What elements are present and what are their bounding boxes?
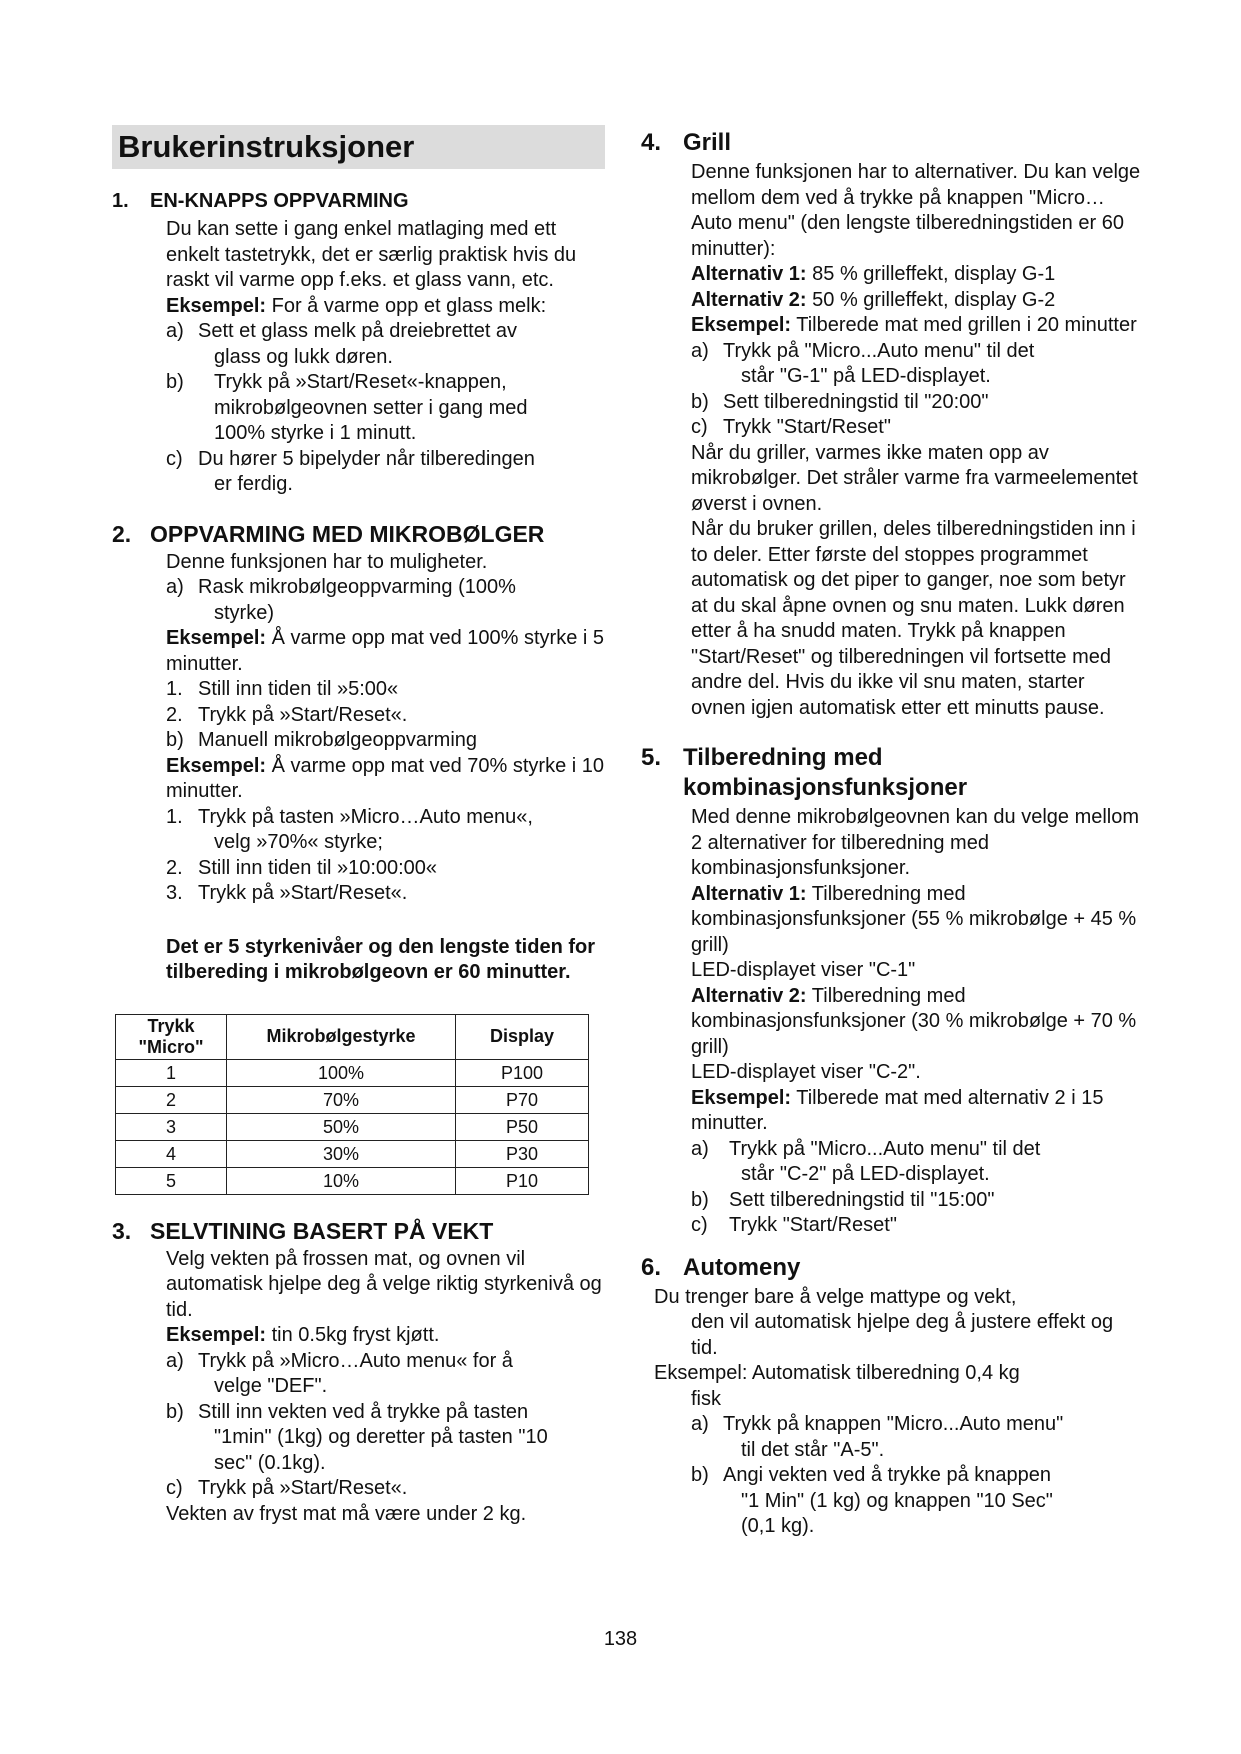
alternative-label: Alternativ 1: bbox=[691, 882, 807, 905]
display-line: LED-displayet viser "C-2". bbox=[691, 1061, 921, 1083]
paragraph: den vil automatisk hjelpe deg å justere effekt og tid. bbox=[691, 1311, 1114, 1359]
step-text: Sett tilberedningstid til "15:00" bbox=[729, 1188, 995, 1211]
step-text: Trykk på »Micro…Auto menu« for å bbox=[198, 1349, 513, 1372]
alternative-line bbox=[691, 262, 1141, 288]
step-item bbox=[691, 415, 1141, 441]
section-5-body bbox=[641, 805, 1141, 1239]
section-title: Automeny bbox=[683, 1253, 801, 1281]
step-label: b) bbox=[691, 1464, 709, 1486]
option-text: Rask mikrobølgeoppvarming (100% bbox=[198, 576, 516, 598]
step-label: a) bbox=[691, 1413, 709, 1435]
option-label: a) bbox=[166, 576, 184, 598]
display-line: LED-displayet viser "C-1" bbox=[691, 959, 916, 981]
step-item bbox=[166, 447, 612, 498]
table-cell: 70% bbox=[227, 1086, 456, 1113]
table-cell: 50% bbox=[227, 1113, 456, 1140]
alternative-text: Tilberedning med kombinasjonsfunksjoner (30 % mikrobølge + 70 % grill) bbox=[691, 984, 1137, 1058]
step-text: Trykk på knappen "Micro...Auto menu" bbox=[723, 1413, 1064, 1435]
step-text: Du hører 5 bipelyder når tilberedingen bbox=[198, 447, 535, 470]
section-title: SELVTINING BASERT PÅ VEKT bbox=[150, 1217, 494, 1244]
section-6-heading bbox=[641, 1253, 1141, 1283]
step-item bbox=[166, 1349, 612, 1400]
table-cell: P30 bbox=[456, 1140, 589, 1167]
example-label: Eksempel: bbox=[166, 627, 267, 649]
step-text: Angi vekten ved å trykke på knappen bbox=[723, 1464, 1051, 1486]
left-column bbox=[112, 125, 612, 1527]
alternative-text: 50 % grilleffekt, display G-2 bbox=[806, 288, 1056, 311]
step-item bbox=[691, 1188, 1141, 1214]
step-text: "1min" (1kg) og deretter på tasten "10 bbox=[214, 1426, 548, 1448]
step-text: "1 Min" (1 kg) og knappen "10 Sec" bbox=[741, 1489, 1053, 1512]
section-6-body bbox=[641, 1285, 1141, 1540]
step-text: Sett tilberedningstid til "20:00" bbox=[723, 390, 989, 413]
section-5-heading bbox=[641, 743, 1141, 803]
example-text: Tilberede mat med grillen i 20 minutter bbox=[791, 314, 1137, 336]
step-text: er ferdig. bbox=[214, 473, 293, 495]
section-number: 3. bbox=[112, 1217, 132, 1244]
column-header: Mikrobølgestyrke bbox=[227, 1014, 456, 1059]
section-3-heading bbox=[112, 1217, 612, 1245]
step-label: c) bbox=[691, 416, 708, 438]
step-item bbox=[166, 805, 612, 856]
option-item bbox=[166, 728, 612, 754]
example-line bbox=[691, 313, 1141, 339]
example-line bbox=[691, 1086, 1141, 1137]
paragraph: Du trenger bare å velge mattype og vekt, bbox=[654, 1285, 1017, 1308]
paragraph: Vekten av fryst mat må være under 2 kg. bbox=[166, 1502, 527, 1525]
note-paragraph: Det er 5 styrkenivåer og den lengste tiden for tilbereding i mikrobølgeovn er 60 minutter. bbox=[166, 935, 596, 983]
table-row bbox=[116, 1059, 589, 1086]
step-label: 2. bbox=[166, 856, 183, 879]
page-number: 138 bbox=[603, 1628, 638, 1650]
section-title: Grill bbox=[683, 129, 732, 156]
step-text: står "G-1" på LED-displayet. bbox=[741, 365, 991, 387]
section-4-body bbox=[641, 160, 1141, 721]
alternative-line bbox=[691, 882, 1141, 959]
step-label: b) bbox=[691, 390, 709, 413]
step-text: Still inn vekten ved å trykke på tasten bbox=[198, 1400, 529, 1423]
step-text: Trykk på »Start/Reset«. bbox=[198, 1477, 408, 1499]
alternative-text: Tilberedning med kombinasjonsfunksjoner (55 % mikrobølge + 45 % grill) bbox=[691, 882, 1137, 956]
table-cell: 2 bbox=[116, 1086, 227, 1113]
table-cell: 3 bbox=[116, 1113, 227, 1140]
example-line: fisk bbox=[691, 1387, 721, 1410]
section-3-body bbox=[112, 1247, 612, 1528]
step-label: a) bbox=[166, 1349, 184, 1372]
example-label: Eksempel: bbox=[691, 314, 792, 336]
step-text: Trykk på »Start/Reset«. bbox=[198, 882, 408, 904]
step-label: 1. bbox=[166, 805, 183, 828]
paragraph: Denne funksjonen har to muligheter. bbox=[166, 550, 488, 573]
section-2-heading bbox=[112, 520, 612, 548]
step-text: (0,1 kg). bbox=[741, 1515, 815, 1537]
paragraph: Velg vekten på frossen mat, og ovnen vil automatisk hjelpe deg å velge riktig styrkenivå og tid. bbox=[166, 1247, 602, 1321]
step-text: Sett et glass melk på dreiebrettet av bbox=[198, 320, 518, 342]
table-cell: 5 bbox=[116, 1167, 227, 1194]
title-bar bbox=[112, 125, 605, 169]
table-cell: 4 bbox=[116, 1140, 227, 1167]
option-text: Manuell mikrobølgeoppvarming bbox=[198, 729, 478, 751]
column-header: Display bbox=[456, 1014, 589, 1059]
paragraph: Denne funksjonen har to alternativer. Du kan velge mellom dem ved å trykke på knappen "Micro…Auto menu" (den lengste tilberedningstiden er 60 minutter): bbox=[691, 161, 1141, 260]
section-number: 6. bbox=[641, 1253, 662, 1281]
step-text: Trykk på "Micro...Auto menu" til det bbox=[729, 1137, 1041, 1160]
step-item bbox=[691, 1463, 1141, 1540]
step-text: glass og lukk døren. bbox=[214, 345, 393, 368]
step-text: til det står "A-5". bbox=[741, 1438, 885, 1461]
section-2-body bbox=[112, 550, 612, 986]
section-title: kombinasjonsfunksjoner bbox=[683, 774, 968, 801]
example-text: For å varme opp et glass melk: bbox=[266, 294, 547, 317]
step-text: Still inn tiden til »5:00« bbox=[198, 678, 399, 700]
step-text: 100% styrke i 1 minutt. bbox=[214, 422, 417, 444]
table-cell: 1 bbox=[116, 1059, 227, 1086]
paragraph: Når du griller, varmes ikke maten opp av mikrobølger. Det stråler varme fra varmeelementet øverst i ovnen. bbox=[691, 441, 1138, 515]
table-cell: P10 bbox=[456, 1167, 589, 1194]
example-text: Tilberede mat med alternativ 2 i 15 minutter. bbox=[691, 1086, 1104, 1134]
step-label: 3. bbox=[166, 882, 183, 904]
step-label: b) bbox=[691, 1188, 709, 1211]
section-number: 1. bbox=[112, 190, 129, 212]
example-text: Å varme opp mat ved 70% styrke i 10 minutter. bbox=[166, 754, 604, 802]
step-label: a) bbox=[166, 320, 184, 342]
right-column bbox=[641, 128, 1141, 1540]
step-label: c) bbox=[166, 1477, 183, 1499]
example-line bbox=[166, 754, 612, 805]
table-cell: P70 bbox=[456, 1086, 589, 1113]
section-number: 5. bbox=[641, 744, 662, 771]
section-title: Tilberedning med bbox=[683, 744, 883, 771]
alternative-text: 85 % grilleffekt, display G-1 bbox=[806, 263, 1056, 285]
table-cell: P50 bbox=[456, 1113, 589, 1140]
section-title: OPPVARMING MED MIKROBØLGER bbox=[150, 520, 545, 547]
example-line: Eksempel: Automatisk tilberedning 0,4 kg bbox=[654, 1362, 1020, 1384]
step-item bbox=[166, 1400, 612, 1477]
example-label: Eksempel: bbox=[166, 754, 267, 777]
step-label: b) bbox=[166, 1400, 184, 1423]
example-line bbox=[166, 294, 612, 320]
step-list bbox=[166, 319, 612, 498]
paragraph: Du kan sette i gang enkel matlaging med ett enkelt tastetrykk, det er særlig praktisk hvis du raskt vil varme opp f.eks. et glass vann, etc. bbox=[166, 218, 577, 291]
example-label: Eksempel: bbox=[691, 1086, 792, 1109]
table-row bbox=[116, 1113, 589, 1140]
option-label: b) bbox=[166, 729, 184, 751]
step-label: b) bbox=[166, 371, 184, 393]
example-text: tin 0.5kg fryst kjøtt. bbox=[266, 1324, 440, 1346]
step-item bbox=[166, 370, 612, 447]
step-item bbox=[691, 390, 1141, 416]
page-title: Brukerinstruksjoner bbox=[118, 129, 415, 164]
step-label: c) bbox=[166, 447, 183, 470]
step-label: 2. bbox=[166, 703, 183, 726]
section-number: 2. bbox=[112, 520, 132, 547]
option-text: styrke) bbox=[214, 601, 274, 624]
step-label: a) bbox=[691, 339, 709, 362]
alternative-label: Alternativ 2: bbox=[691, 984, 807, 1007]
step-label: a) bbox=[691, 1137, 709, 1160]
step-item bbox=[166, 703, 612, 729]
alternative-line bbox=[691, 984, 1141, 1061]
section-1-heading bbox=[112, 187, 612, 215]
table-row bbox=[116, 1086, 589, 1113]
step-item bbox=[691, 1137, 1141, 1188]
step-label: 1. bbox=[166, 678, 183, 700]
section-4-heading bbox=[641, 128, 1141, 158]
paragraph: Med denne mikrobølgeovnen kan du velge mellom 2 alternativer for tilberedning med kombinasjonsfunksjoner. bbox=[691, 806, 1140, 879]
step-list bbox=[654, 1412, 1141, 1540]
table-cell: 100% bbox=[227, 1059, 456, 1086]
step-text: Still inn tiden til »10:00:00« bbox=[198, 856, 438, 879]
alternative-line bbox=[691, 288, 1141, 314]
section-number: 4. bbox=[641, 129, 662, 156]
step-text: mikrobølgeovnen setter i gang med bbox=[214, 396, 528, 419]
section-1-body bbox=[112, 217, 612, 498]
section-title: EN-KNAPPS OPPVARMING bbox=[150, 190, 409, 212]
step-item bbox=[166, 1476, 612, 1502]
step-item bbox=[691, 1213, 1141, 1239]
example-label: Eksempel: bbox=[166, 1324, 267, 1346]
step-item bbox=[166, 856, 612, 882]
table-row bbox=[116, 1167, 589, 1194]
table-row bbox=[116, 1140, 589, 1167]
step-text: Trykk "Start/Reset" bbox=[723, 416, 891, 438]
step-text: velge "DEF". bbox=[214, 1375, 328, 1397]
step-item bbox=[166, 881, 612, 907]
option-item bbox=[166, 575, 612, 626]
step-text: Trykk på »Start/Reset«-knappen, bbox=[214, 371, 507, 393]
step-text: sec" (0.1kg). bbox=[214, 1451, 326, 1474]
step-text: Trykk på tasten »Micro…Auto menu«, bbox=[198, 805, 533, 828]
step-label: c) bbox=[691, 1214, 708, 1236]
column-header: Trykk "Micro" bbox=[116, 1014, 227, 1059]
paragraph: Når du bruker grillen, deles tilberedningstiden inn i to deler. Etter første del stoppes programmet automatisk og det piper to ganger, noe som betyr at du skal åpne ovnen og snu maten. Lukk døren etter å ha snudd maten. Trykk på knappen "Start/Reset" og tilberedningen vil fortsette med andre del. Hvis du ikke vil snu maten, starter ovnen igjen automatisk etter ett minutts pause. bbox=[691, 518, 1136, 719]
step-item bbox=[691, 1412, 1141, 1463]
table-cell: 30% bbox=[227, 1140, 456, 1167]
step-text: velg »70%« styrke; bbox=[214, 831, 383, 853]
table-header-row bbox=[116, 1014, 589, 1059]
example-text: Å varme opp mat ved 100% styrke i 5 minutter. bbox=[166, 627, 604, 675]
step-text: Trykk "Start/Reset" bbox=[729, 1214, 897, 1236]
table-cell: P100 bbox=[456, 1059, 589, 1086]
table-cell: 10% bbox=[227, 1167, 456, 1194]
example-line bbox=[166, 626, 612, 677]
step-text: Trykk på "Micro...Auto menu" til det bbox=[723, 339, 1035, 362]
step-text: står "C-2" på LED-displayet. bbox=[741, 1163, 990, 1185]
step-item bbox=[166, 677, 612, 703]
example-label: Eksempel: bbox=[166, 294, 267, 317]
step-item bbox=[166, 319, 612, 370]
alternative-label: Alternativ 2: bbox=[691, 288, 807, 311]
alternative-label: Alternativ 1: bbox=[691, 263, 807, 285]
step-item bbox=[691, 339, 1141, 390]
power-level-table bbox=[115, 1014, 589, 1195]
step-text: Trykk på »Start/Reset«. bbox=[198, 703, 408, 726]
example-line bbox=[166, 1323, 612, 1349]
